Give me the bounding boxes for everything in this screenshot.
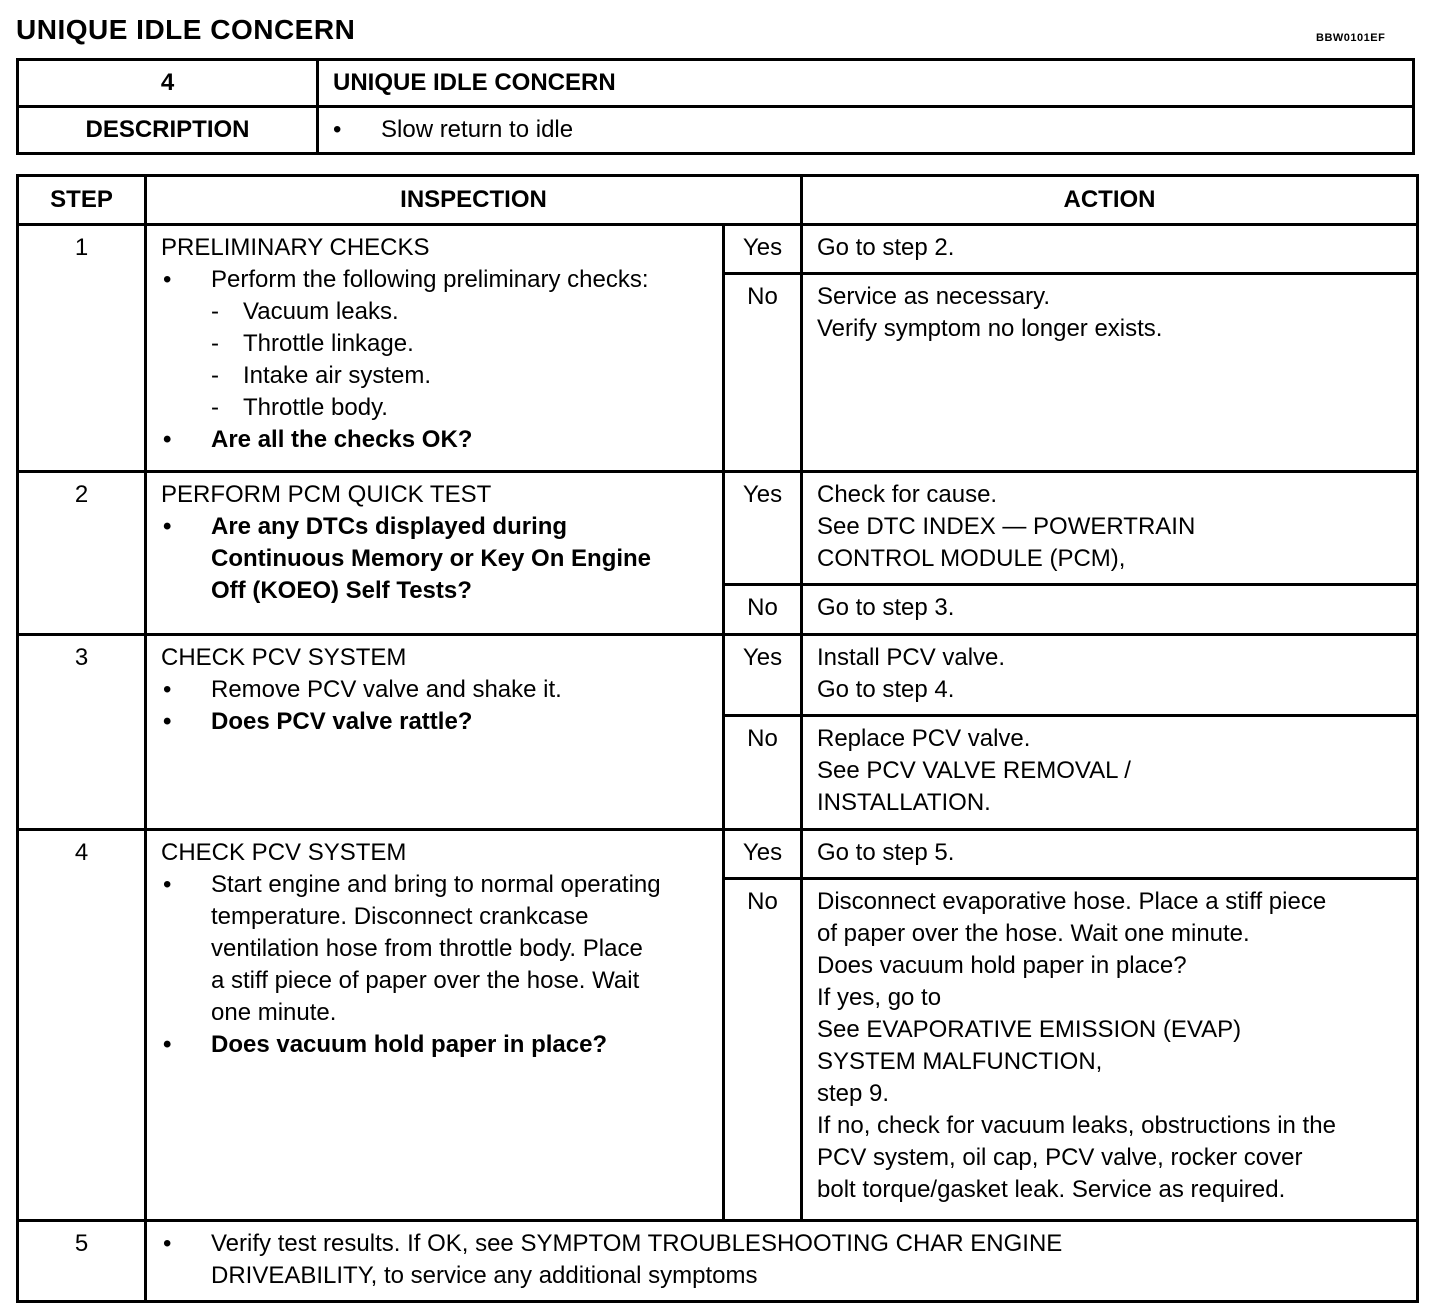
action-yes [802, 472, 1418, 585]
inspection-question: Are any DTCs displayed during [211, 513, 568, 540]
description-text: Slow return to idle [381, 116, 574, 143]
table-row [18, 472, 1418, 585]
action-text: Go to step 5. [817, 839, 955, 866]
action-text: Check for cause. [817, 481, 998, 508]
action-text: Install PCV valve. [817, 644, 1006, 671]
inspection-cell [146, 635, 724, 830]
inspection-cell [146, 830, 724, 1221]
inspection-question: Does PCV valve rattle? [211, 708, 473, 735]
inspection-text: DRIVEABILITY, to service any additional symptoms [211, 1262, 758, 1289]
bullet-icon: • [163, 1031, 172, 1058]
dash-icon: - [211, 394, 219, 421]
inspection-cell [146, 225, 724, 472]
bullet-icon: • [163, 676, 172, 703]
header-table [16, 58, 1415, 155]
diagnostic-table [16, 174, 1419, 1303]
inspection-question: Are all the checks OK? [211, 426, 473, 453]
document-code: BBW0101EF [1316, 32, 1386, 44]
action-text: step 9. [817, 1080, 890, 1107]
inspection-text: Start engine and bring to normal operating [211, 871, 661, 898]
action-text: of paper over the hose. Wait one minute. [817, 920, 1250, 947]
action-no [802, 879, 1418, 1221]
no-label: No [724, 585, 802, 635]
step-number: 2 [18, 472, 146, 635]
action-text: If no, check for vacuum leaks, obstructions in the [817, 1112, 1336, 1139]
action-yes [802, 225, 1418, 274]
header-action: ACTION [802, 176, 1418, 225]
yes-label: Yes [724, 472, 802, 585]
step-title: CHECK PCV SYSTEM [161, 839, 407, 866]
inspection-text: Perform the following preliminary checks: [211, 266, 649, 293]
inspection-text: ventilation hose from throttle body. Place [211, 935, 643, 962]
action-yes [802, 830, 1418, 879]
dash-icon: - [211, 330, 219, 357]
no-label: No [724, 274, 802, 472]
step-title: CHECK PCV SYSTEM [161, 644, 407, 671]
header-inspection: INSPECTION [146, 176, 802, 225]
action-no [802, 716, 1418, 830]
action-text: If yes, go to [817, 984, 942, 1011]
concern-number: 4 [18, 60, 318, 107]
no-label: No [724, 879, 802, 1221]
no-label: No [724, 716, 802, 830]
dash-icon: - [211, 362, 219, 389]
action-yes [802, 635, 1418, 716]
action-text: See PCV VALVE REMOVAL / [817, 757, 1131, 784]
sub-item: Vacuum leaks. [243, 298, 399, 325]
yes-label: Yes [724, 225, 802, 274]
action-text: Go to step 3. [817, 594, 955, 621]
description-label: DESCRIPTION [18, 107, 318, 154]
sub-item: Throttle linkage. [243, 330, 414, 357]
inspection-cell [146, 1221, 1418, 1302]
inspection-text: a stiff piece of paper over the hose. Wait [211, 967, 640, 994]
yes-label: Yes [724, 635, 802, 716]
header-step: STEP [18, 176, 146, 225]
action-text: Service as necessary. [817, 283, 1050, 310]
action-text: SYSTEM MALFUNCTION, [817, 1048, 1103, 1075]
inspection-cell [146, 472, 724, 635]
action-text: PCV system, oil cap, PCV valve, rocker cover [817, 1144, 1303, 1171]
sub-item: Throttle body. [243, 394, 388, 421]
inspection-question: Does vacuum hold paper in place? [211, 1031, 608, 1058]
action-text: Replace PCV valve. [817, 725, 1031, 752]
step-number: 3 [18, 635, 146, 830]
bullet-icon: • [163, 708, 172, 735]
action-text: CONTROL MODULE (PCM), [817, 545, 1126, 572]
description-cell [318, 107, 1414, 154]
action-no [802, 585, 1418, 635]
table-row [18, 635, 1418, 716]
action-text: Go to step 4. [817, 676, 955, 703]
inspection-text: temperature. Disconnect crankcase [211, 903, 589, 930]
inspection-question: Off (KOEO) Self Tests? [211, 577, 472, 604]
action-text: bolt torque/gasket leak. Service as required. [817, 1176, 1286, 1203]
inspection-text: Verify test results. If OK, see SYMPTOM TROUBLESHOOTING CHAR ENGINE [211, 1230, 1063, 1257]
table-row [18, 225, 1418, 274]
inspection-text: one minute. [211, 999, 337, 1026]
action-no [802, 274, 1418, 472]
inspection-text: Remove PCV valve and shake it. [211, 676, 562, 703]
dash-icon: - [211, 298, 219, 325]
bullet-icon: • [163, 426, 172, 453]
step-number: 4 [18, 830, 146, 1221]
table-header-row [18, 176, 1418, 225]
bullet-icon: • [163, 871, 172, 898]
bullet-icon: • [333, 116, 342, 143]
table-row [18, 1221, 1418, 1302]
action-text: Disconnect evaporative hose. Place a stiff piece [817, 888, 1327, 915]
step-title: PERFORM PCM QUICK TEST [161, 481, 492, 508]
yes-label: Yes [724, 830, 802, 879]
bullet-icon: • [163, 513, 172, 540]
action-text: Does vacuum hold paper in place? [817, 952, 1187, 979]
action-text: Verify symptom no longer exists. [817, 315, 1163, 342]
table-row [18, 830, 1418, 879]
step-number: 5 [18, 1221, 146, 1302]
step-number: 1 [18, 225, 146, 472]
action-text: Go to step 2. [817, 234, 955, 261]
document-title: UNIQUE IDLE CONCERN [16, 14, 356, 45]
inspection-question: Continuous Memory or Key On Engine [211, 545, 652, 572]
step-title: PRELIMINARY CHECKS [161, 234, 430, 261]
concern-title: UNIQUE IDLE CONCERN [318, 60, 1414, 107]
bullet-icon: • [163, 1230, 172, 1257]
bullet-icon: • [163, 266, 172, 293]
action-text: See DTC INDEX — POWERTRAIN [817, 513, 1196, 540]
action-text: See EVAPORATIVE EMISSION (EVAP) [817, 1016, 1242, 1043]
sub-item: Intake air system. [243, 362, 432, 389]
action-text: INSTALLATION. [817, 789, 991, 816]
